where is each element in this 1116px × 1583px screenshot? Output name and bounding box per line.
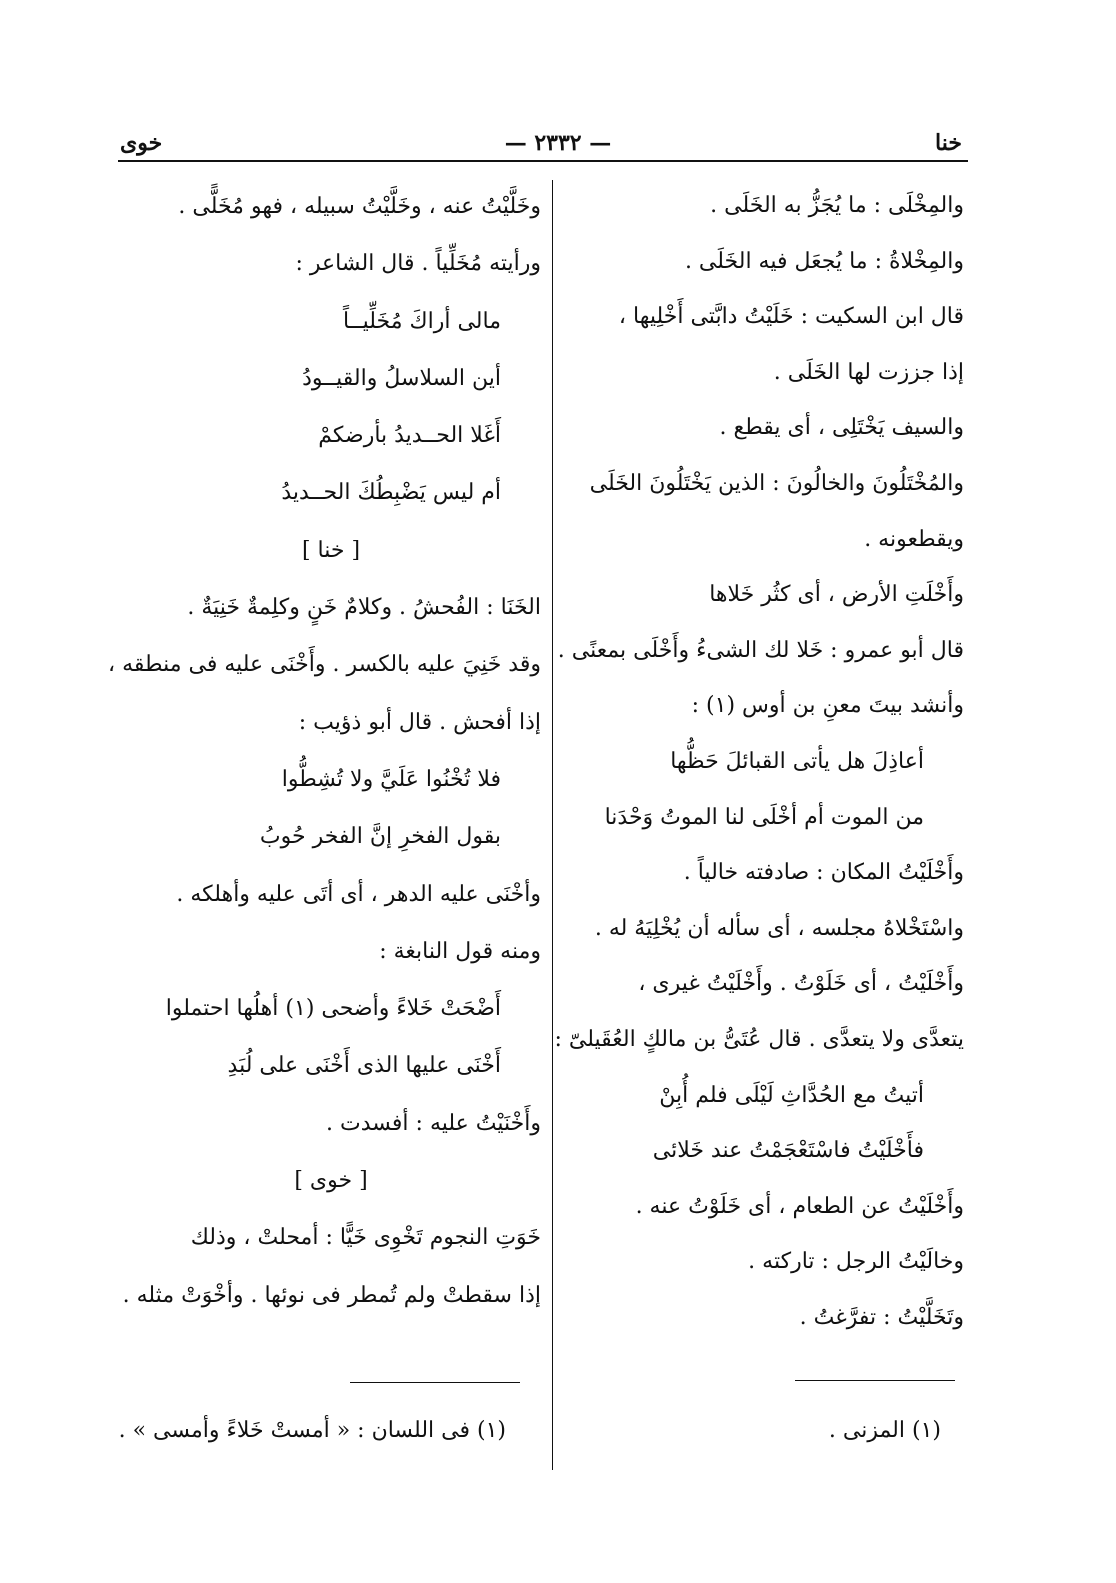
header-rule xyxy=(118,160,968,162)
verse-line: فلا تُخْنُوا عَلَيَّ ولا تُشِطُّوا xyxy=(281,766,501,792)
text-line: وأَخْلَيْتُ المكان : صادفته خالياً . xyxy=(683,860,964,886)
text-line: إذا سقطتْ ولم تُمطر فى نوئها . وأخْوَتْ مثله . xyxy=(122,1282,541,1308)
verse-line: أعاذِلَ هل يأتى القبائلَ حَظُّها xyxy=(670,748,924,774)
verse-line: فأَخْلَيْتُ فاسْتَعْجَمْتُ عند خَلائى xyxy=(652,1138,924,1164)
header-left-word: خوى xyxy=(120,130,163,156)
text-line: إذا أفحش . قال أبو ذؤيب : xyxy=(298,709,541,735)
text-line: وأخْنَى عليه الدهر ، أى أتَى عليه وأهلكه . xyxy=(176,881,541,907)
footnote-left: (١) فى اللسان : « أمستْ خَلاءً وأمسى » . xyxy=(118,1418,506,1443)
text-line: والمُخْتَلُونَ والخالُونَ : الذين يَخْتَلُونَ الخَلَى xyxy=(589,470,964,496)
header-right-word: خنا xyxy=(935,130,962,156)
text-line: خَوَتِ النجوم تَخْوِى خَيًّا : أمحلتْ ، وذلك xyxy=(190,1225,541,1251)
entry-heading-khana: [ خنا ] xyxy=(301,537,361,563)
text-line: الخَنَا : الفُحشُ . وكلامٌ خَنٍ وكلِمةٌ خَنِيَةٌ . xyxy=(187,595,541,621)
text-line: وأَخْلَيْتُ ، أى خَلَوْتُ . وأَخْلَيْتُ غيرى ، xyxy=(638,971,964,997)
column-divider xyxy=(552,180,553,1470)
text-line: وأنشد بيتَ معنِ بن أوس (١) : xyxy=(691,693,964,719)
text-line: ومنه قول النابغة : xyxy=(379,938,541,964)
entry-heading-khawa: [ خوى ] xyxy=(294,1168,368,1194)
verse-line: أَغَلا الحــديدُ بأرضكمْ xyxy=(318,423,501,449)
verse-line: أتيتُ مع الحُدَّاثِ لَيْلَى فلم أُبِنْ xyxy=(659,1082,924,1108)
text-line: وخالَيْتُ الرجل : تاركته . xyxy=(748,1249,964,1275)
page-number: — ٢٣٣٢ — xyxy=(504,130,612,156)
text-line: وأَخْلَتِ الأرض ، أى كثُر خَلاها xyxy=(709,582,964,608)
footnote-rule-right xyxy=(795,1380,955,1381)
text-line: ويقطعونه . xyxy=(864,526,964,552)
left-column xyxy=(108,178,541,1324)
verse-line: أَخْنَى عليها الذى أَخْنَى على لُبَدِ xyxy=(227,1053,501,1079)
text-line: يتعدَّى ولا يتعدَّى . قال عُتَىُّ بن مالكٍ العُقَيلىّ : xyxy=(554,1026,964,1052)
right-column xyxy=(554,178,964,1345)
text-line: ورأيته مُخَلِّياً . قال الشاعر : xyxy=(295,251,541,277)
verse-line: من الموت أم أخْلَى لنا الموتُ وَحْدَنا xyxy=(604,804,924,830)
text-line: قال أبو عمرو : خَلا لك الشىءُ وأَخْلَى بمعنًى . xyxy=(557,637,964,663)
text-line: وأَخْلَيْتُ عن الطعام ، أى خَلَوْتُ عنه . xyxy=(635,1193,964,1219)
verse-line: أَضْحَتْ خَلاءً وأضحى (١) أهلُها احتملوا xyxy=(165,996,501,1022)
text-line: وتَخَلَّيْتُ : تفرَّغتُ . xyxy=(799,1304,964,1330)
text-line: واسْتَخْلاهُ مجلسه ، أى سأله أن يُخْلِيَهُ له . xyxy=(594,915,964,941)
text-line: إذا جززت لها الخَلَى . xyxy=(773,359,964,385)
text-line: وأَخْنَيْتُ عليه : أفسدت . xyxy=(326,1110,541,1136)
text-line: والمِخْلاةُ : ما يُجعَل فيه الخَلَى . xyxy=(684,248,964,274)
footnote-rule-left xyxy=(350,1382,520,1383)
footnote-right: (١) المزنى . xyxy=(828,1418,941,1443)
text-line: قال ابن السكيت : خَلَيْتُ دابَّتى أَخْلِيها ، xyxy=(618,304,964,330)
verse-line: بقول الفخرِ إنَّ الفخر حُوبُ xyxy=(259,824,501,850)
text-line: وقد خَنِيَ عليه بالكسر . وأَخْنَى عليه فى منطقه ، xyxy=(108,652,541,678)
text-line: وخَلَّيْتُ عنه ، وخَلَّيْتُ سبيله ، فهو مُخَلًّى . xyxy=(178,194,541,219)
text-line: والمِخْلَى : ما يُجَزُّ به الخَلَى . xyxy=(710,193,964,218)
text-line: والسيف يَخْتَلِى ، أى يقطع . xyxy=(719,415,964,441)
verse-line: أين السلاسلُ والقيــودُ xyxy=(302,365,501,391)
verse-line: أم ليس يَضْبِطُكَ الحــديدُ xyxy=(281,480,501,506)
verse-line: مالى أراكَ مُخَلِّيــاً xyxy=(343,308,501,334)
